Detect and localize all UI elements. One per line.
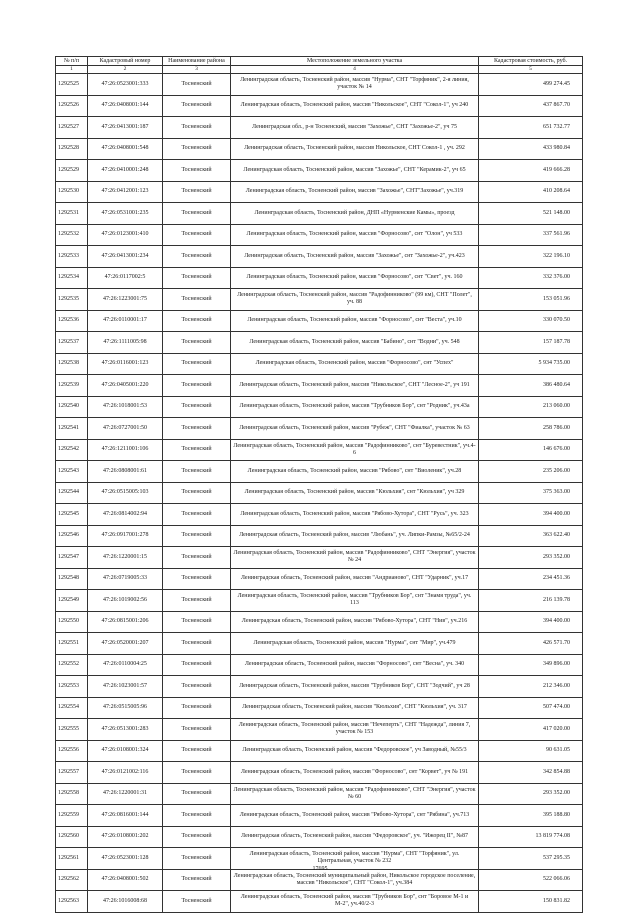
cadastral-value-cell: 363 622.40 xyxy=(479,525,583,547)
cadastral-number-cell: 47:26:1220001:15 xyxy=(88,547,163,569)
cadastral-number-cell: 47:26:0110001:17 xyxy=(88,310,163,332)
location-cell: Ленинградская область, Тосненский район, массив "Рябово-Хутора", СНТ "Русь", уч. 323 xyxy=(231,504,479,526)
cadastral-value-cell: 235 206.00 xyxy=(479,461,583,483)
table-row xyxy=(56,267,583,289)
row-number-cell: 1292552 xyxy=(56,654,88,676)
cadastral-number-cell: 47:26:1223001:75 xyxy=(88,289,163,311)
cadastral-value-cell: 417 020.00 xyxy=(479,719,583,741)
cadastral-value-cell: 293 352.00 xyxy=(479,783,583,805)
location-cell: Ленинградская область, Тосненский район, массив "Нечеперть", СНТ "Надежда", линия 7, участок № 153 xyxy=(231,719,479,741)
cadastral-number-cell: 47:26:1111005:98 xyxy=(88,332,163,354)
district-cell: Тосненский xyxy=(163,95,231,117)
cadastral-number-cell: 47:26:0408001:502 xyxy=(88,869,163,891)
table-row xyxy=(56,332,583,354)
district-cell: Тосненский xyxy=(163,676,231,698)
row-number-cell: 1292545 xyxy=(56,504,88,526)
district-cell: Тосненский xyxy=(163,267,231,289)
row-number-cell: 1292547 xyxy=(56,547,88,569)
table-row xyxy=(56,740,583,762)
table-row xyxy=(56,396,583,418)
district-cell: Тосненский xyxy=(163,181,231,203)
district-cell: Тосненский xyxy=(163,633,231,655)
cadastral-number-cell: 47:26:0108001:202 xyxy=(88,826,163,848)
cadastral-value-cell: 537 295.35 xyxy=(479,848,583,870)
column-number: 4 xyxy=(231,66,479,74)
cadastral-value-cell: 394 400.00 xyxy=(479,504,583,526)
table-row xyxy=(56,547,583,569)
table-row xyxy=(56,805,583,827)
cadastral-number-cell: 47:26:0808001:61 xyxy=(88,461,163,483)
row-number-cell: 1292540 xyxy=(56,396,88,418)
table-row xyxy=(56,783,583,805)
district-cell: Тосненский xyxy=(163,246,231,268)
cadastral-number-cell: 47:26:0815001:206 xyxy=(88,611,163,633)
row-number-cell: 1292562 xyxy=(56,869,88,891)
header-row-number: № п/п xyxy=(56,57,88,66)
cadastral-value-cell: 157 187.78 xyxy=(479,332,583,354)
table-row xyxy=(56,439,583,461)
cadastral-value-cell: 499 274.45 xyxy=(479,74,583,96)
district-cell: Тосненский xyxy=(163,826,231,848)
cadastral-value-cell: 146 676.00 xyxy=(479,439,583,461)
cadastral-value-cell: 651 732.77 xyxy=(479,117,583,139)
cadastral-number-cell: 47:26:0719005:33 xyxy=(88,568,163,590)
district-cell: Тосненский xyxy=(163,697,231,719)
row-number-cell: 1292551 xyxy=(56,633,88,655)
table-row xyxy=(56,224,583,246)
row-number-cell: 1292538 xyxy=(56,353,88,375)
cadastral-value-cell: 386 480.64 xyxy=(479,375,583,397)
district-cell: Тосненский xyxy=(163,461,231,483)
table-row xyxy=(56,697,583,719)
location-cell: Ленинградская область, Тосненский район, массив "Рябово-Хутора", снт "Рябина", уч.713 xyxy=(231,805,479,827)
location-cell: Ленинградская область, Тосненский район, массив "Кюльхия", СНТ "Кюльхия", уч. 317 xyxy=(231,697,479,719)
row-number-cell: 1292555 xyxy=(56,719,88,741)
district-cell: Тосненский xyxy=(163,203,231,225)
district-cell: Тосненский xyxy=(163,762,231,784)
cadastral-number-cell: 47:26:0523001:128 xyxy=(88,848,163,870)
location-cell: Ленинградская область, Тосненский район, массив "Нурма", СНТ "Торфяник", ул. Центральная, участок № 232 xyxy=(231,848,479,870)
row-number-cell: 1292550 xyxy=(56,611,88,633)
table-row xyxy=(56,525,583,547)
row-number-cell: 1292554 xyxy=(56,697,88,719)
district-cell: Тосненский xyxy=(163,224,231,246)
location-cell: Ленинградская область, Тосненский район, массив "Рябово", снт "Виоленик", уч.28 xyxy=(231,461,479,483)
table-row xyxy=(56,117,583,139)
header-cadastral-value: Кадастровая стоимость, руб. xyxy=(479,57,583,66)
table-row xyxy=(56,95,583,117)
cadastral-value-cell: 419 666.28 xyxy=(479,160,583,182)
table-row xyxy=(56,590,583,612)
cadastral-value-table xyxy=(55,56,583,913)
cadastral-value-cell: 342 854.88 xyxy=(479,762,583,784)
location-cell: Ленинградская область, Тосненский район, массив "Любань", уч. Липки-Рамзы, №65/2-24 xyxy=(231,525,479,547)
cadastral-value-cell: 293 352.00 xyxy=(479,547,583,569)
column-number: 1 xyxy=(56,66,88,74)
district-cell: Тосненский xyxy=(163,848,231,870)
cadastral-number-cell: 47:26:0814002:94 xyxy=(88,504,163,526)
district-cell: Тосненский xyxy=(163,568,231,590)
row-number-cell: 1292526 xyxy=(56,95,88,117)
location-cell: Ленинградская область, Тосненский район, массив "Радофинниково", СНТ "Энергия", участок № 60 xyxy=(231,783,479,805)
page-number: 17695 xyxy=(312,866,328,872)
district-cell: Тосненский xyxy=(163,310,231,332)
column-number: 2 xyxy=(88,66,163,74)
cadastral-number-cell: 47:26:0515005:96 xyxy=(88,697,163,719)
district-cell: Тосненский xyxy=(163,353,231,375)
district-cell: Тосненский xyxy=(163,332,231,354)
table-row xyxy=(56,74,583,96)
row-number-cell: 1292528 xyxy=(56,138,88,160)
row-number-cell: 1292542 xyxy=(56,439,88,461)
location-cell: Ленинградская область, Тосненский район, массив "Радофинниково", снт "Буревестник", уч.4-6 xyxy=(231,439,479,461)
row-number-cell: 1292544 xyxy=(56,482,88,504)
cadastral-number-cell: 47:26:0123001:410 xyxy=(88,224,163,246)
table-row xyxy=(56,826,583,848)
district-cell: Тосненский xyxy=(163,805,231,827)
cadastral-number-cell: 47:26:0121002:116 xyxy=(88,762,163,784)
cadastral-value-cell: 507 474.00 xyxy=(479,697,583,719)
district-cell: Тосненский xyxy=(163,482,231,504)
location-cell: Ленинградская область, Тосненский район, массив "Захожье", СНТ"Захожье", уч.319 xyxy=(231,181,479,203)
row-number-cell: 1292529 xyxy=(56,160,88,182)
cadastral-number-cell: 47:26:0408001:548 xyxy=(88,138,163,160)
district-cell: Тосненский xyxy=(163,654,231,676)
cadastral-number-cell: 47:26:0531001:235 xyxy=(88,203,163,225)
district-cell: Тосненский xyxy=(163,783,231,805)
row-number-cell: 1292527 xyxy=(56,117,88,139)
row-number-cell: 1292557 xyxy=(56,762,88,784)
row-number-cell: 1292559 xyxy=(56,805,88,827)
table-row xyxy=(56,353,583,375)
cadastral-value-cell: 150 831.82 xyxy=(479,891,583,913)
location-cell: Ленинградская область, Тосненский район, массив "Форносово", снт "Веста", уч.10 xyxy=(231,310,479,332)
table-row xyxy=(56,203,583,225)
location-cell: Ленинградская область, Тосненский район, массив "Трубников Бор", снт "Знамя труда", уч. 113 xyxy=(231,590,479,612)
district-cell: Тосненский xyxy=(163,547,231,569)
cadastral-value-cell: 410 208.64 xyxy=(479,181,583,203)
table-row xyxy=(56,461,583,483)
district-cell: Тосненский xyxy=(163,160,231,182)
row-number-cell: 1292531 xyxy=(56,203,88,225)
table-row xyxy=(56,310,583,332)
cadastral-number-cell: 47:26:0405001:220 xyxy=(88,375,163,397)
table-row xyxy=(56,504,583,526)
district-cell: Тосненский xyxy=(163,117,231,139)
location-cell: Ленинградская область, Тосненский район, массив "Форносово", снт "Олон", уч 533 xyxy=(231,224,479,246)
cadastral-number-cell: 47:26:0413001:234 xyxy=(88,246,163,268)
district-cell: Тосненский xyxy=(163,138,231,160)
table-row xyxy=(56,568,583,590)
table-row xyxy=(56,482,583,504)
row-number-cell: 1292530 xyxy=(56,181,88,203)
cadastral-value-cell: 258 786.00 xyxy=(479,418,583,440)
location-cell: Ленинградская область, Тосненский район, массив "Форносово", снт "Корвет", уч № 191 xyxy=(231,762,479,784)
row-number-cell: 1292535 xyxy=(56,289,88,311)
cadastral-number-cell: 47:26:0917001:278 xyxy=(88,525,163,547)
cadastral-number-cell: 47:26:0410001:248 xyxy=(88,160,163,182)
row-number-cell: 1292541 xyxy=(56,418,88,440)
location-cell: Ленинградская область, Тосненский район, массив "Трубников Бор", снт "Родник", уч.43а xyxy=(231,396,479,418)
table-row xyxy=(56,181,583,203)
location-cell: Ленинградская область, Тосненский район, массив "Форносово", снт "Успех" xyxy=(231,353,479,375)
cadastral-value-cell: 522 066.06 xyxy=(479,869,583,891)
row-number-cell: 1292533 xyxy=(56,246,88,268)
table-body xyxy=(56,74,583,913)
table-row xyxy=(56,611,583,633)
table-row xyxy=(56,869,583,891)
district-cell: Тосненский xyxy=(163,439,231,461)
location-cell: Ленинградская область, Тосненский район, массив "Радофинниково", СНТ "Энергия", участок № 24 xyxy=(231,547,479,569)
row-number-cell: 1292525 xyxy=(56,74,88,96)
table-row xyxy=(56,246,583,268)
row-number-cell: 1292537 xyxy=(56,332,88,354)
cadastral-number-cell: 47:26:1016008:68 xyxy=(88,891,163,913)
location-cell: Ленинградская область, Тосненский район, массив "Федоровское", уч. "Ижорец II", №87 xyxy=(231,826,479,848)
cadastral-value-cell: 521 148.00 xyxy=(479,203,583,225)
district-cell: Тосненский xyxy=(163,375,231,397)
cadastral-value-cell: 13 819 774.08 xyxy=(479,826,583,848)
table-row xyxy=(56,138,583,160)
cadastral-number-cell: 47:26:1018001:53 xyxy=(88,396,163,418)
header-district-name: Наименование района xyxy=(163,57,231,66)
table-row xyxy=(56,762,583,784)
table-row xyxy=(56,633,583,655)
row-number-cell: 1292546 xyxy=(56,525,88,547)
district-cell: Тосненский xyxy=(163,611,231,633)
district-cell: Тосненский xyxy=(163,74,231,96)
cadastral-number-cell: 47:26:0816001:144 xyxy=(88,805,163,827)
cadastral-value-cell: 349 896.00 xyxy=(479,654,583,676)
header-row xyxy=(56,57,583,66)
registry-sheet xyxy=(55,56,582,913)
cadastral-number-cell: 47:26:1019002:56 xyxy=(88,590,163,612)
location-cell: Ленинградская область, Тосненский район, массив "Форносово", снт "Свет", уч. 160 xyxy=(231,267,479,289)
cadastral-number-cell: 47:26:0408001:144 xyxy=(88,95,163,117)
table-row xyxy=(56,676,583,698)
cadastral-value-cell: 332 376.00 xyxy=(479,267,583,289)
cadastral-number-cell: 47:26:0116001:123 xyxy=(88,353,163,375)
cadastral-value-cell: 330 070.50 xyxy=(479,310,583,332)
cadastral-value-cell: 212 346.00 xyxy=(479,676,583,698)
location-cell: Ленинградская область, Тосненский район, массив "Рубеж", СНТ "Фиалка", участок № 63 xyxy=(231,418,479,440)
table-row xyxy=(56,160,583,182)
column-number: 5 xyxy=(479,66,583,74)
row-number-cell: 1292532 xyxy=(56,224,88,246)
row-number-cell: 1292560 xyxy=(56,826,88,848)
table-row xyxy=(56,289,583,311)
cadastral-number-cell: 47:26:1023001:57 xyxy=(88,676,163,698)
cadastral-value-cell: 322 196.10 xyxy=(479,246,583,268)
cadastral-number-cell: 47:26:1220001:31 xyxy=(88,783,163,805)
cadastral-number-cell: 47:26:1211001:106 xyxy=(88,439,163,461)
cadastral-value-cell: 375 363.00 xyxy=(479,482,583,504)
district-cell: Тосненский xyxy=(163,396,231,418)
table-row xyxy=(56,654,583,676)
location-cell: Ленинградская область, Тосненский район, ДНП «Нурменские Камы», проезд xyxy=(231,203,479,225)
cadastral-number-cell: 47:26:0727001:50 xyxy=(88,418,163,440)
cadastral-value-cell: 426 571.70 xyxy=(479,633,583,655)
table-row xyxy=(56,891,583,913)
location-cell: Ленинградская область, Тосненский район, массив "Федоровское", уч Заводный, №55/3 xyxy=(231,740,479,762)
row-number-cell: 1292563 xyxy=(56,891,88,913)
district-cell: Тосненский xyxy=(163,590,231,612)
location-cell: Ленинградская область, Тосненский район, массив "Трубников Бор", СНТ "Зодчий", уч 28 xyxy=(231,676,479,698)
row-number-cell: 1292556 xyxy=(56,740,88,762)
district-cell: Тосненский xyxy=(163,869,231,891)
district-cell: Тосненский xyxy=(163,418,231,440)
table-row xyxy=(56,719,583,741)
cadastral-number-cell: 47:26:0117002:5 xyxy=(88,267,163,289)
cadastral-number-cell: 47:26:0520001:207 xyxy=(88,633,163,655)
location-cell: Ленинградская область, Тосненский район, массив "Нурма", снт "Мир", уч.479 xyxy=(231,633,479,655)
cadastral-value-cell: 90 631.05 xyxy=(479,740,583,762)
column-number: 3 xyxy=(163,66,231,74)
header-cadastral-number: Кадастровый номер xyxy=(88,57,163,66)
cadastral-number-cell: 47:26:0513001:283 xyxy=(88,719,163,741)
district-cell: Тосненский xyxy=(163,289,231,311)
cadastral-number-cell: 47:26:0110004:25 xyxy=(88,654,163,676)
cadastral-value-cell: 5 934 735.00 xyxy=(479,353,583,375)
cadastral-number-cell: 47:26:0108001:324 xyxy=(88,740,163,762)
row-number-cell: 1292548 xyxy=(56,568,88,590)
district-cell: Тосненский xyxy=(163,740,231,762)
location-cell: Ленинградская область, Тосненский район, массив "Рябово-Хутора", СНТ "Нив", уч.216 xyxy=(231,611,479,633)
cadastral-number-cell: 47:26:0515005:103 xyxy=(88,482,163,504)
cadastral-value-cell: 216 139.78 xyxy=(479,590,583,612)
cadastral-number-cell: 47:26:0413001:187 xyxy=(88,117,163,139)
row-number-cell: 1292549 xyxy=(56,590,88,612)
location-cell: Ленинградская область, Тосненский район, массив "Кюльхия", снт "Кюльхия", уч 329 xyxy=(231,482,479,504)
location-cell: Ленинградская область, Тосненский район, массив "Никольское", СНТ "Лесное-2", уч 191 xyxy=(231,375,479,397)
district-cell: Тосненский xyxy=(163,504,231,526)
location-cell: Ленинградская область, Тосненский район, массив "Захожье", СНТ "Керамик-2", уч 65 xyxy=(231,160,479,182)
header-location: Местоположение земельного участка xyxy=(231,57,479,66)
column-number-row xyxy=(56,66,583,74)
cadastral-value-cell: 433 980.84 xyxy=(479,138,583,160)
cadastral-number-cell: 47:26:0523001:333 xyxy=(88,74,163,96)
cadastral-value-cell: 437 867.70 xyxy=(479,95,583,117)
cadastral-value-cell: 395 188.80 xyxy=(479,805,583,827)
table-row xyxy=(56,418,583,440)
cadastral-value-cell: 213 060.00 xyxy=(479,396,583,418)
district-cell: Тосненский xyxy=(163,525,231,547)
cadastral-value-cell: 394 400.00 xyxy=(479,611,583,633)
cadastral-value-cell: 234 451.36 xyxy=(479,568,583,590)
row-number-cell: 1292553 xyxy=(56,676,88,698)
location-cell: Ленинградская область, Тосненский район, массив Никольское, СНТ Сокол-1 , уч. 292 xyxy=(231,138,479,160)
row-number-cell: 1292539 xyxy=(56,375,88,397)
table-row xyxy=(56,375,583,397)
location-cell: Ленинградская область, Тосненский район, массив "Радофинниково" (99 км), СНТ "Полет", уч. 88 xyxy=(231,289,479,311)
location-cell: Ленинградская область, Тосненский район, массив "Захожье", снт "Захожье-2", уч.423 xyxy=(231,246,479,268)
row-number-cell: 1292536 xyxy=(56,310,88,332)
location-cell: Ленинградская обл., р-н Тосненский, массив "Захожье", СНТ "Захожье-2", уч 75 xyxy=(231,117,479,139)
row-number-cell: 1292534 xyxy=(56,267,88,289)
district-cell: Тосненский xyxy=(163,891,231,913)
location-cell: Ленинградская область, Тосненский район, массив "Андрианово", СНТ "Ударник", уч.17 xyxy=(231,568,479,590)
cadastral-value-cell: 337 561.96 xyxy=(479,224,583,246)
row-number-cell: 1292561 xyxy=(56,848,88,870)
row-number-cell: 1292558 xyxy=(56,783,88,805)
cadastral-number-cell: 47:26:0412001:123 xyxy=(88,181,163,203)
location-cell: Ленинградская область, Тосненский район, массив "Трубников Бор", снт "Боровое М-1 и М-2", уч.40/2-3 xyxy=(231,891,479,913)
location-cell: Ленинградская область, Тосненский район, массив "Нурма", СНТ "Торфяник", 2-я линия, участок № 14 xyxy=(231,74,479,96)
location-cell: Ленинградская область, Тосненский район, массив "Форносово", снт "Весна", уч. 340 xyxy=(231,654,479,676)
location-cell: Ленинградская область, Тосненский район, массив "Никольское", СНТ "Сокол-1", уч 240 xyxy=(231,95,479,117)
cadastral-value-cell: 153 051.96 xyxy=(479,289,583,311)
location-cell: Ленинградская область, Тосненский муниципальный район, Никольское городское поселение, массив "Никольское", СНТ "Сокол-1", уч.384 xyxy=(231,869,479,891)
district-cell: Тосненский xyxy=(163,719,231,741)
row-number-cell: 1292543 xyxy=(56,461,88,483)
location-cell: Ленинградская область, Тосненский район, массив "Бабино", снт "Водни", уч. 548 xyxy=(231,332,479,354)
